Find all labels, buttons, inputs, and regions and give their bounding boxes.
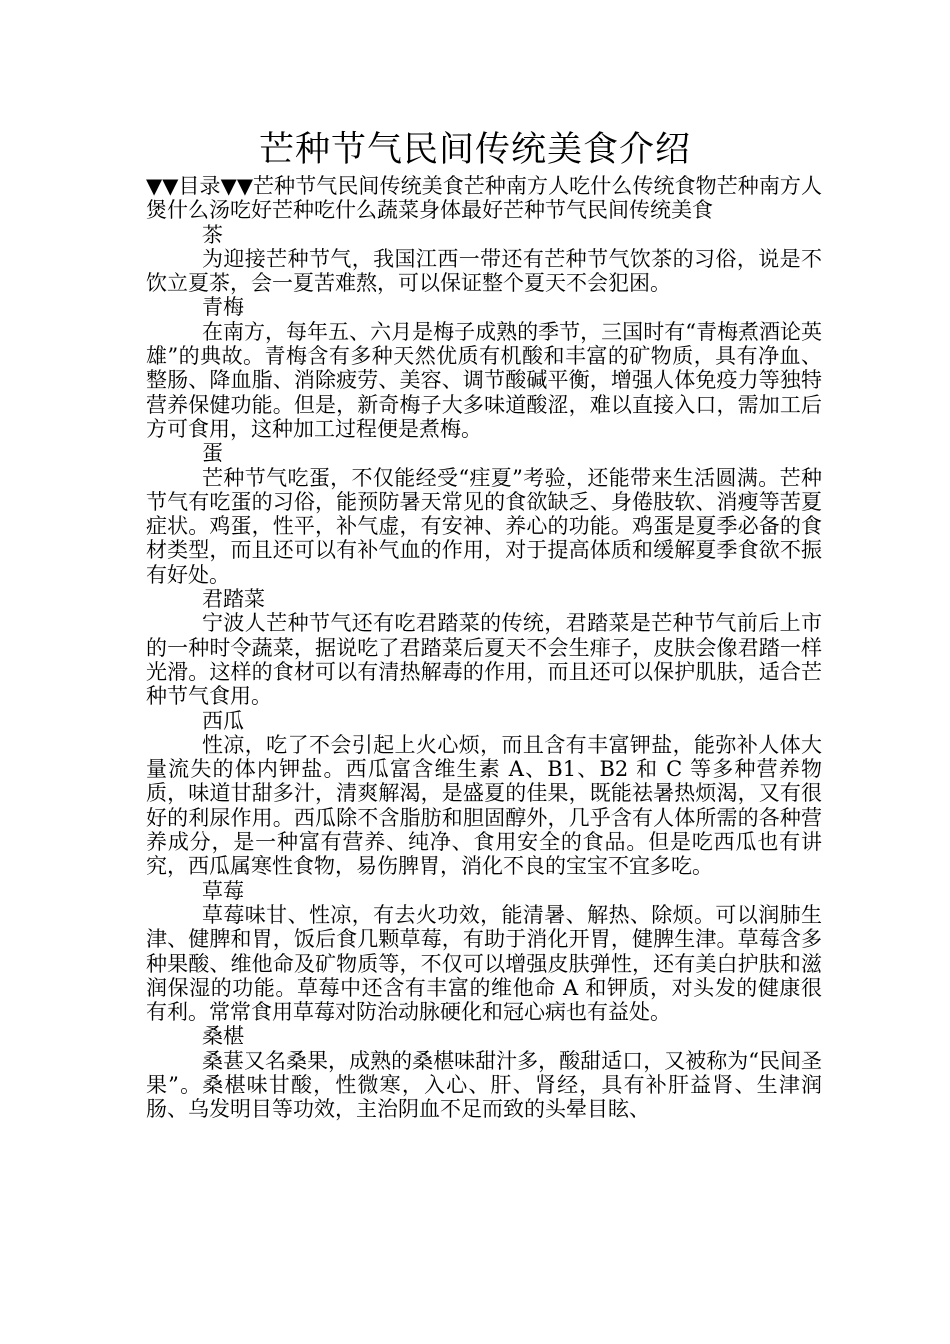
section-body-juntacai: 宁波人芒种节气还有吃君踏菜的传统，君踏菜是芒种节气前后上市的一种时令蔬菜，据说吃了君踏菜后夏天不会生痱子，皮肤会像君踏一样光滑。这样的食材可以有清热解毒的作用，而且还可以保护肌肤，适合芒种节气食用。 — [146, 611, 822, 709]
section-heading-mulberry: 桑椹 — [202, 1024, 244, 1049]
section-heading-juntacai: 君踏菜 — [202, 587, 265, 612]
section-body-egg: 芒种节气吃蛋，不仅能经受“疰夏”考验，还能带来生活圆满。芒种节气有吃蛋的习俗，能预防暑天常见的食欲缺乏、身倦肢软、消瘦等苦夏症状。鸡蛋，性平，补气虚，有安神、养心的功能。鸡蛋是夏季必备的食材类型，而且还可以有补气血的作用，对于提高体质和缓解夏季食欲不振有好处。 — [146, 465, 822, 587]
section-body-tea: 为迎接芒种节气，我国江西一带还有芒种节气饮茶的习俗，说是不饮立夏茶，会一夏苦难熬，可以保证整个夏天不会犯困。 — [146, 246, 822, 296]
section-heading-green-plum: 青梅 — [202, 295, 244, 320]
section-heading-strawberry: 草莓 — [202, 878, 244, 903]
table-of-contents-line: ▼▼目录▼▼芒种节气民间传统美食芒种南方人吃什么传统食物芒种南方人煲什么汤吃好芒种吃什么蔬菜身体最好芒种节气民间传统美食 — [146, 174, 822, 223]
section-heading-egg: 蛋 — [202, 441, 223, 466]
document-body — [146, 174, 822, 1122]
section-heading-watermelon: 西瓜 — [202, 708, 244, 733]
section-body-green-plum: 在南方，每年五、六月是梅子成熟的季节，三国时有“青梅煮酒论英雄”的典故。青梅含有多种天然优质有机酸和丰富的矿物质，具有净血、整肠、降血脂、消除疲劳、美容、调节酸碱平衡，增强人体免疫力等独特营养保健功能。但是，新奇梅子大多味道酸涩，难以直接入口，需加工后方可食用，这种加工过程便是煮梅。 — [146, 319, 822, 441]
section-heading-tea: 茶 — [202, 222, 223, 247]
section-body-strawberry: 草莓味甘、性凉，有去火功效，能清暑、解热、除烦。可以润肺生津、健脾和胃，饭后食几颗草莓，有助于消化开胃，健脾生津。草莓含多种果酸、维他命及矿物质等，不仅可以增强皮肤弹性，还有美白护肤和滋润保湿的功能。草莓中还含有丰富的维他命 A 和钾质，对头发的健康很有利。常常食用草莓对防治动脉硬化和冠心病也有益处。 — [146, 902, 822, 1025]
section-body-mulberry: 桑葚又名桑果，成熟的桑椹味甜汁多，酸甜适口，又被称为“民间圣果”。桑椹味甘酸，性微寒，入心、肝、肾经，具有补肝益肾、生津润肠、乌发明目等功效，主治阴血不足而致的头晕目眩、 — [146, 1048, 822, 1122]
section-body-watermelon: 性凉，吃了不会引起上火心烦，而且含有丰富钾盐，能弥补人体大量流失的体内钾盐。西瓜富含维生素 A、B1、B2 和 C 等多种营养物质，味道甘甜多汁，清爽解渴，是盛夏的佳果，既能祛暑热烦渴，又有很好的利尿作用。西瓜除不含脂肪和胆固醇外，几乎含有人体所需的各种营养成分，是一种富有营养、纯净、食用安全的食品。但是吃西瓜也有讲究，西瓜属寒性食物，易伤脾胃，消化不良的宝宝不宜多吃。 — [146, 732, 822, 879]
document-title: 芒种节气民间传统美食介绍 — [258, 130, 691, 170]
